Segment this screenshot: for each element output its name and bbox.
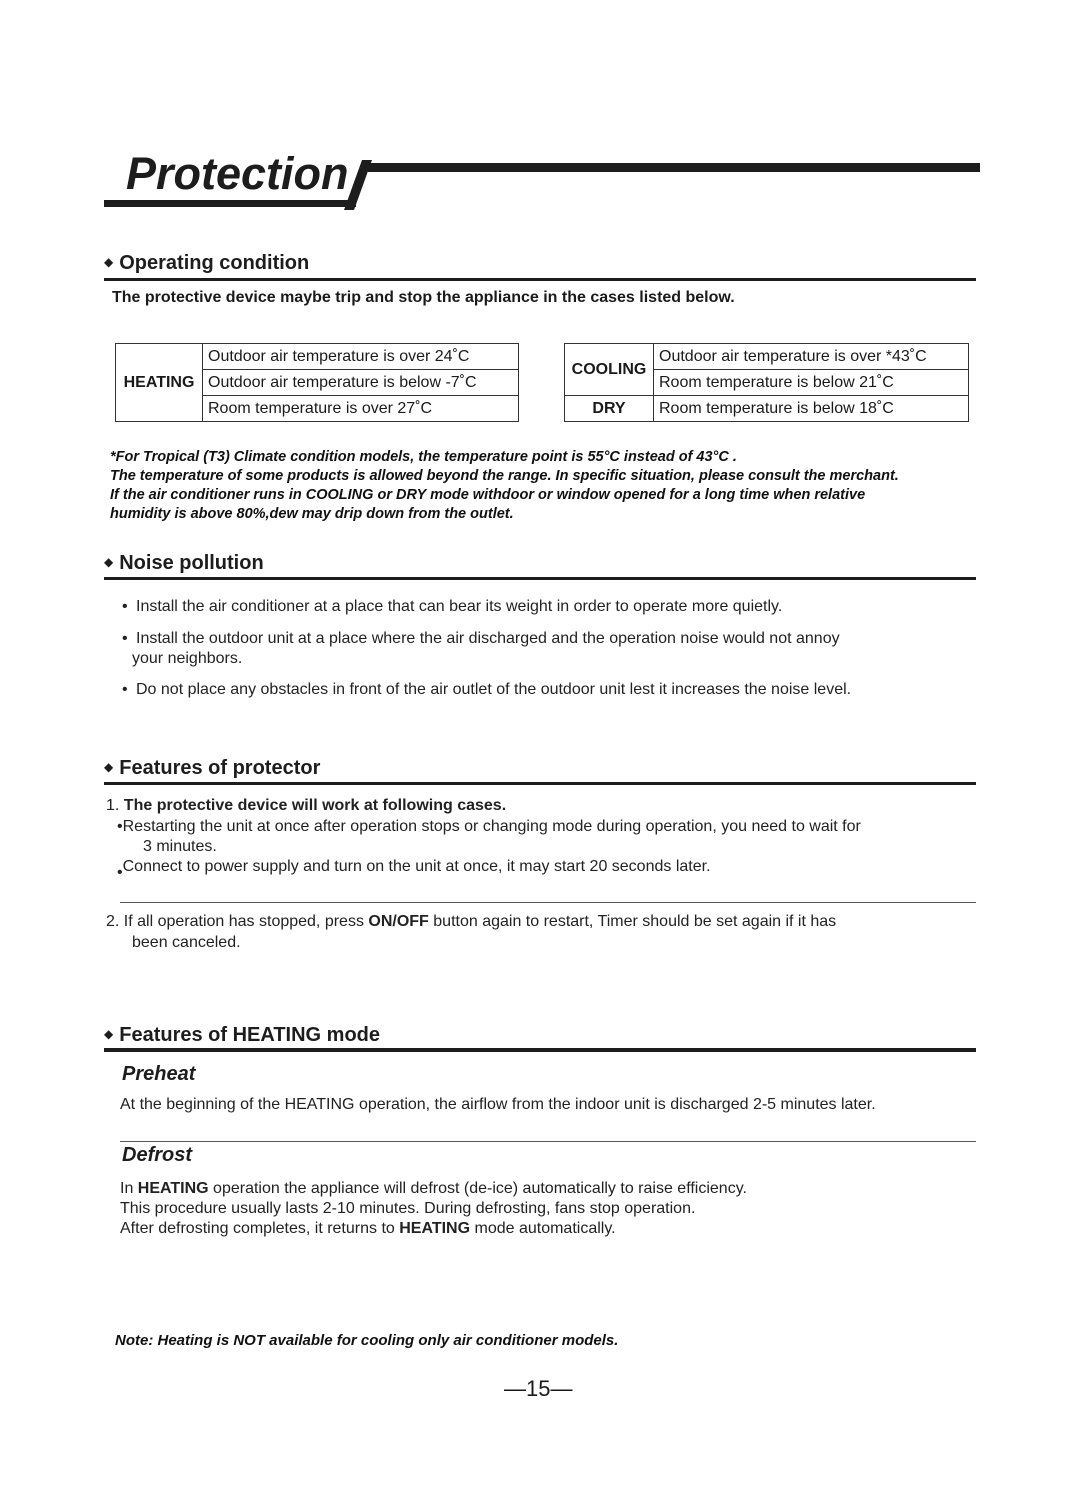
heating-emphasis: HEATING (137, 1180, 209, 1197)
table-cell: Outdoor air temperature is over *43˚C (654, 344, 969, 370)
section-heading-text: Features of protector (119, 757, 321, 779)
list-item (122, 629, 840, 649)
section-heading-heating-mode (104, 1024, 380, 1047)
list-item (117, 857, 711, 881)
operating-notes (110, 448, 1010, 524)
list-item-text: Connect to power supply and turn on the unit at once, it may start 20 seconds later. (122, 858, 711, 875)
table-cell: Room temperature is below 18˚C (654, 396, 969, 422)
list-item (117, 817, 861, 837)
list-item-continuation: your neighbors. (132, 650, 243, 667)
section-rule (104, 782, 976, 785)
table-cell: Room temperature is over 27˚C (203, 396, 519, 422)
mode-cell-dry: DRY (565, 396, 654, 422)
text-span: In (120, 1180, 138, 1197)
page-number-dash: — (550, 1376, 573, 1401)
page-number-dash: — (504, 1376, 526, 1401)
diamond-bullet-icon: ◆ (104, 1027, 114, 1041)
bullet: • (117, 864, 123, 881)
bullet: • (117, 818, 123, 835)
section-heading-text: Features of HEATING mode (119, 1024, 381, 1046)
title-underline (104, 200, 356, 207)
protector-item-1-title (106, 796, 506, 816)
section-heading-text: Noise pollution (119, 552, 264, 574)
section-heading-noise-pollution (104, 552, 264, 575)
mode-cell-heating: HEATING (116, 344, 203, 422)
heating-table (115, 343, 519, 422)
bullet: • (122, 598, 128, 615)
operating-intro: The protective device maybe trip and stop the appliance in the cases listed below. (112, 289, 735, 306)
diamond-bullet-icon: ◆ (104, 760, 114, 774)
defrost-title: Defrost (122, 1144, 193, 1166)
table-row (116, 344, 519, 370)
section-heading-features-protector (104, 757, 320, 780)
section-heading-text: Operating condition (119, 252, 310, 274)
section-rule (104, 577, 976, 580)
page-number (504, 1376, 572, 1402)
list-item-text: Install the air conditioner at a place that can bear its weight in order to operate more quietly. (136, 598, 783, 615)
text-span: After defrosting completes, it returns to (120, 1220, 400, 1237)
list-item-continuation: been canceled. (132, 934, 241, 951)
note-line: The temperature of some products is allowed beyond the range. In specific situation, please consult the merchant. (110, 468, 899, 484)
item-text-pre: If all operation has stopped, press (123, 913, 369, 930)
divider (120, 902, 976, 903)
note-line: humidity is above 80%,dew may drip down from the outlet. (110, 506, 514, 522)
page-number-value: 15 (526, 1376, 551, 1401)
list-item-text: Install the outdoor unit at a place where the air discharged and the operation noise would not annoy (136, 630, 840, 647)
item-title: The protective device will work at following cases. (123, 797, 507, 814)
defrost-line (120, 1219, 616, 1239)
note-line: *For Tropical (T3) Climate condition models, the temperature point is 55°C instead of 43°C . (110, 449, 737, 465)
section-heading-operating-condition (104, 252, 309, 275)
cooling-dry-table (564, 343, 969, 422)
table-cell: Outdoor air temperature is below -7˚C (203, 370, 519, 396)
divider (120, 1141, 976, 1142)
section-rule (104, 1048, 976, 1052)
text-span: mode automatically. (470, 1220, 616, 1237)
list-item (122, 680, 851, 700)
item-text-post: button again to restart, Timer should be set again if it has (428, 913, 837, 930)
list-item (122, 597, 782, 617)
footer-note: Note: Heating is NOT available for cooling only air conditioner models. (115, 1332, 619, 1349)
list-item-text: Restarting the unit at once after operation stops or changing mode during operation, you need to wait for (122, 818, 861, 835)
mode-cell-cooling: COOLING (565, 344, 654, 396)
onoff-emphasis: ON/OFF (368, 913, 429, 930)
title-top-bar (368, 163, 980, 172)
table-row (565, 396, 969, 422)
text-span: operation the appliance will defrost (de-ice) automatically to raise efficiency. (208, 1180, 747, 1197)
defrost-line (120, 1179, 747, 1199)
table-cell: Outdoor air temperature is over 24˚C (203, 344, 519, 370)
heating-emphasis: HEATING (399, 1220, 471, 1237)
defrost-line: This procedure usually lasts 2-10 minutes. During defrosting, fans stop operation. (120, 1200, 696, 1217)
section-rule (104, 278, 976, 281)
item-number: 2. (106, 913, 120, 930)
page-title: Protection (126, 148, 349, 199)
list-item-continuation: 3 minutes. (143, 838, 217, 855)
preheat-text: At the beginning of the HEATING operation, the airflow from the indoor unit is discharged 2-5 minutes later. (120, 1096, 876, 1113)
table-row (565, 344, 969, 370)
list-item-text: Do not place any obstacles in front of the air outlet of the outdoor unit lest it increases the noise level. (136, 681, 852, 698)
note-line: If the air conditioner runs in COOLING or DRY mode withdoor or window opened for a long time when relative (110, 487, 866, 503)
item-number: 1. (106, 797, 120, 814)
bullet: • (122, 630, 128, 647)
bullet: • (122, 681, 128, 698)
diamond-bullet-icon: ◆ (104, 255, 114, 269)
table-cell: Room temperature is below 21˚C (654, 370, 969, 396)
protector-item-2 (106, 912, 836, 932)
diamond-bullet-icon: ◆ (104, 555, 114, 569)
preheat-title: Preheat (122, 1063, 196, 1085)
